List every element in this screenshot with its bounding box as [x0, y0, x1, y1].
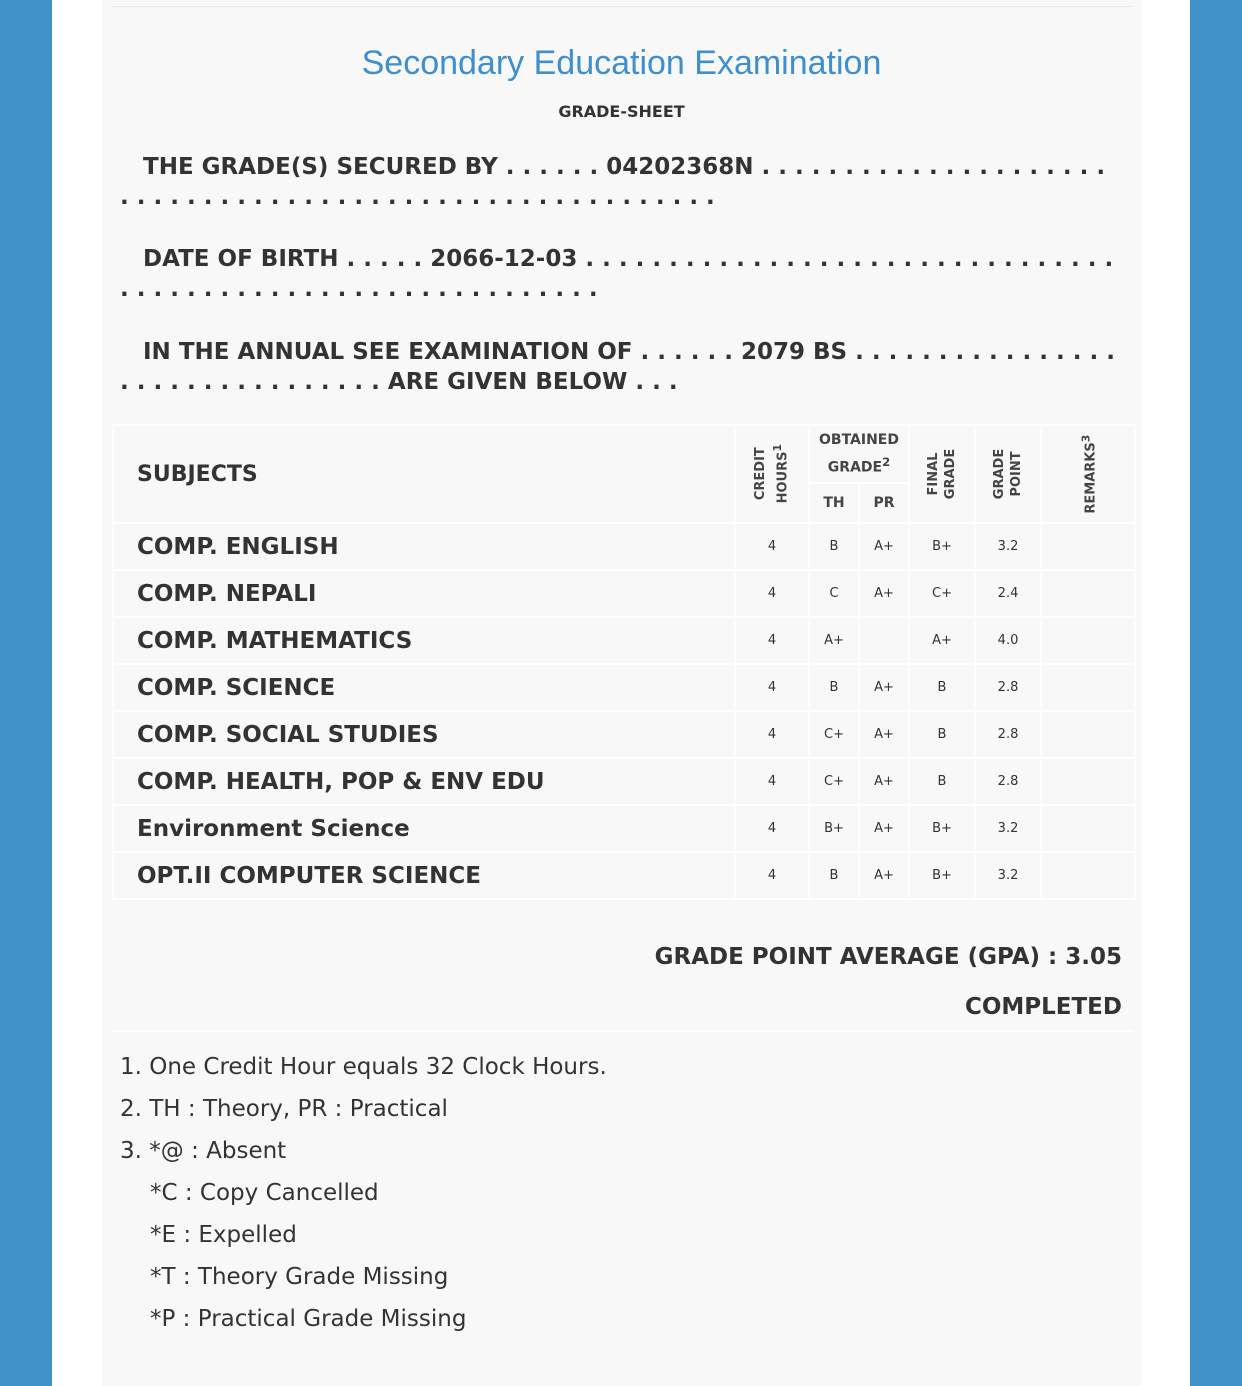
practical-grade	[859, 617, 909, 664]
left-background-band	[0, 0, 52, 1386]
remarks	[1041, 852, 1135, 899]
practical-grade: A+	[859, 570, 909, 617]
final-grade: B	[909, 664, 975, 711]
footnote-theory-missing: *T : Theory Grade Missing	[150, 1264, 449, 1290]
practical-grade: A+	[859, 758, 909, 805]
theory-grade: C+	[809, 711, 859, 758]
theory-grade: C	[809, 570, 859, 617]
practical-grade: A+	[859, 805, 909, 852]
header-obtained-grade: OBTAINED GRADE$^2$	[809, 425, 909, 483]
remarks	[1041, 758, 1135, 805]
dob-label: DATE OF BIRTH	[143, 246, 339, 272]
exam-line: IN THE ANNUAL SEE EXAMINATION OF . . . . . . 2079 BS . . . . . . . . . . . . . . . . . . . . . . . . . . . . . . . . ARE GIVEN BELOW . . .	[120, 339, 1115, 395]
subject-name: COMP. SOCIAL STUDIES	[113, 711, 735, 758]
grade-sheet-card	[102, 0, 1141, 1386]
dob-line: DATE OF BIRTH . . . . . 2066-12-03 . . . . . . . . . . . . . . . . . . . . . . . . . . . . . . . . . . . . . . . . . . . . . . . . . . . . . . . . . . . . .	[120, 246, 1114, 302]
footnote-th-pr: 2. TH : Theory, PR : Practical	[120, 1096, 448, 1122]
credit-hours: 4	[735, 664, 809, 711]
subject-name: Environment Science	[113, 805, 735, 852]
table-row	[113, 617, 1135, 664]
theory-grade: B	[809, 852, 859, 899]
table-row	[113, 523, 1135, 570]
top-divider	[112, 6, 1132, 7]
final-grade: B+	[909, 523, 975, 570]
footnote-copy-cancelled: *C : Copy Cancelled	[150, 1180, 379, 1206]
table-row	[113, 570, 1135, 617]
credit-hours: 4	[735, 805, 809, 852]
gpa-line	[102, 944, 1122, 970]
grade-point: 3.2	[975, 523, 1041, 570]
header-grade-point: GRADE POINT	[975, 425, 1041, 523]
grade-point: 2.8	[975, 711, 1041, 758]
footnotes	[120, 1046, 607, 1340]
subject-name: COMP. HEALTH, POP & ENV EDU	[113, 758, 735, 805]
footnote-credit-hour: 1. One Credit Hour equals 32 Clock Hours.	[120, 1054, 607, 1080]
grade-point: 2.8	[975, 664, 1041, 711]
credit-hours: 4	[735, 758, 809, 805]
subject-name: OPT.II COMPUTER SCIENCE	[113, 852, 735, 899]
remarks	[1041, 664, 1135, 711]
final-grade: B	[909, 711, 975, 758]
practical-grade: A+	[859, 852, 909, 899]
table-row	[113, 852, 1135, 899]
subject-name: COMP. NEPALI	[113, 570, 735, 617]
dob-value: 2066-12-03	[430, 246, 578, 272]
grade-point: 3.2	[975, 805, 1041, 852]
credit-hours: 4	[735, 617, 809, 664]
right-background-band	[1190, 0, 1242, 1386]
table-row	[113, 805, 1135, 852]
footnote-absent: 3. *@ : Absent	[120, 1138, 287, 1164]
theory-grade: A+	[809, 617, 859, 664]
final-grade: B+	[909, 805, 975, 852]
exam-value: 2079 BS	[740, 339, 848, 365]
grade-point: 2.4	[975, 570, 1041, 617]
header-credit-hours: CREDIT HOURS$^1$	[735, 425, 809, 523]
table-row	[113, 711, 1135, 758]
result-status: COMPLETED	[964, 994, 1122, 1020]
header-remarks: REMARKS$^3$	[1041, 425, 1135, 523]
remarks	[1041, 805, 1135, 852]
header-subjects: SUBJECTS	[113, 425, 735, 523]
credit-hours: 4	[735, 570, 809, 617]
final-grade: C+	[909, 570, 975, 617]
grade-point: 2.8	[975, 758, 1041, 805]
secured-by-label: THE GRADE(S) SECURED BY	[143, 154, 498, 180]
table-row	[113, 758, 1135, 805]
theory-grade: C+	[809, 758, 859, 805]
secured-by-line: THE GRADE(S) SECURED BY . . . . . . 04202368N . . . . . . . . . . . . . . . . . . . . . . . . . . . . . . . . . . . . . . . . . . . . . . . . . . . . . . . . .	[120, 154, 1106, 210]
remarks	[1041, 570, 1135, 617]
grades-table	[112, 424, 1136, 900]
exam-label: IN THE ANNUAL SEE EXAMINATION OF	[143, 339, 633, 365]
subject-name: COMP. SCIENCE	[113, 664, 735, 711]
notes-divider	[112, 1030, 1134, 1032]
theory-grade: B	[809, 664, 859, 711]
footnote-practical-missing: *P : Practical Grade Missing	[150, 1306, 467, 1332]
practical-grade: A+	[859, 711, 909, 758]
remarks	[1041, 617, 1135, 664]
header-final-grade: FINAL GRADE	[909, 425, 975, 523]
practical-grade: A+	[859, 523, 909, 570]
gpa-label: GRADE POINT AVERAGE (GPA) :	[654, 944, 1058, 970]
header-pr: PR	[859, 483, 909, 523]
theory-grade: B	[809, 523, 859, 570]
grade-point: 3.2	[975, 852, 1041, 899]
remarks	[1041, 523, 1135, 570]
practical-grade: A+	[859, 664, 909, 711]
final-grade: B+	[909, 852, 975, 899]
page-title: Secondary Education Examination	[361, 44, 882, 82]
credit-hours: 4	[735, 711, 809, 758]
final-grade: A+	[909, 617, 975, 664]
subject-name: COMP. ENGLISH	[113, 523, 735, 570]
remarks	[1041, 711, 1135, 758]
theory-grade: B+	[809, 805, 859, 852]
secured-by-value: 04202368N	[606, 154, 754, 180]
header-th: TH	[809, 483, 859, 523]
final-grade: B	[909, 758, 975, 805]
credit-hours: 4	[735, 523, 809, 570]
grade-point: 4.0	[975, 617, 1041, 664]
gpa-value: 3.05	[1065, 944, 1122, 970]
table-row	[113, 664, 1135, 711]
subject-name: COMP. MATHEMATICS	[113, 617, 735, 664]
footnote-expelled: *E : Expelled	[150, 1222, 297, 1248]
credit-hours: 4	[735, 852, 809, 899]
exam-suffix: ARE GIVEN BELOW	[387, 369, 628, 395]
page-subtitle: GRADE-SHEET	[558, 102, 685, 121]
